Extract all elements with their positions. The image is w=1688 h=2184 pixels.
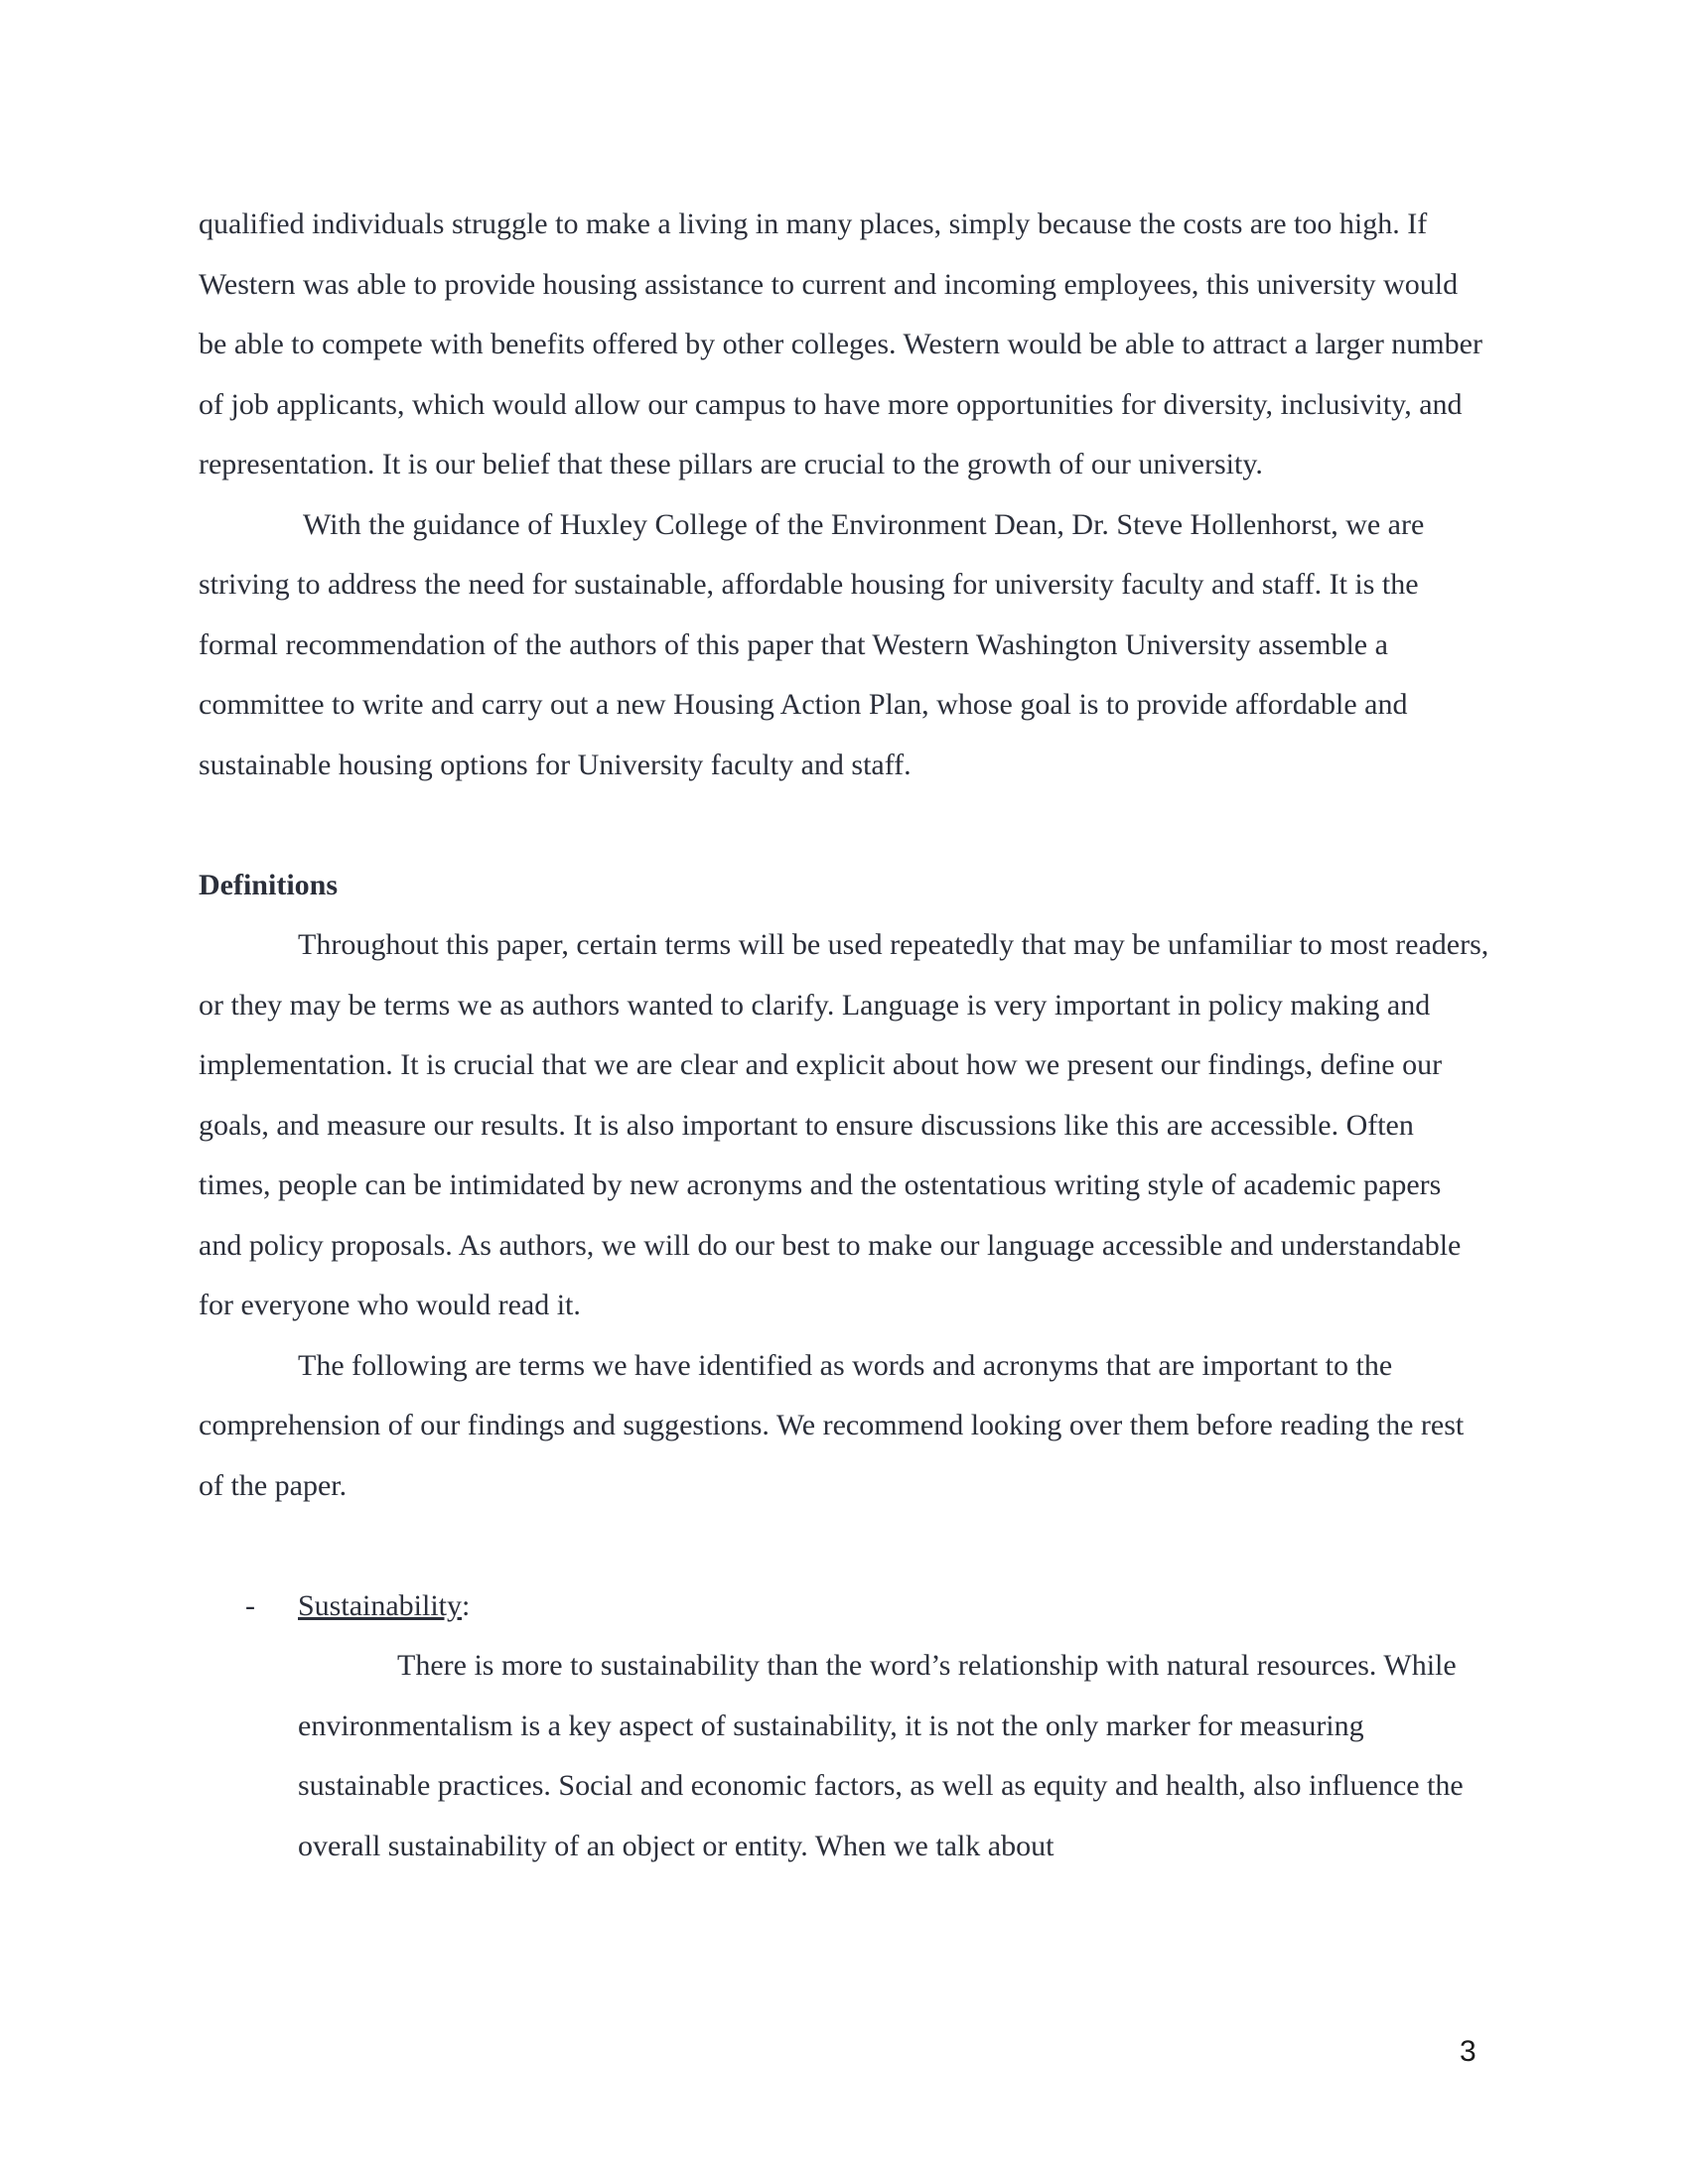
document-page — [199, 195, 1489, 1876]
section-gap — [199, 795, 1489, 856]
definition-term-colon: : — [462, 1588, 471, 1622]
body-paragraph-1: qualified individuals struggle to make a living in many places, simply because the costs are too high. If Western was able to provide housing assistance to current and incoming employees, this university would be able to compete with benefits offered by other colleges. Western would be able to attract a larger number of job applicants, which would allow our campus to have more opportunities for diversity, inclusivity, and representation. It is our belief that these pillars are crucial to the growth of our university. — [199, 207, 1482, 480]
definition-item-sustainability — [245, 1576, 1489, 1877]
page-number: 3 — [1460, 2035, 1477, 2068]
list-bullet: - — [245, 1588, 255, 1622]
list-gap — [199, 1516, 1489, 1576]
definition-term: Sustainability — [298, 1588, 462, 1622]
definitions-paragraph-1: Throughout this paper, certain terms will be used repeatedly that may be unfamiliar to most readers, or they may be terms we as authors wanted to clarify. Language is very important in policy making and implementation. It is crucial that we are clear and explicit about how we present our findings, define our goals, and measure our results. It is also important to ensure discussions like this are accessible. Often times, people can be intimidated by new acronyms and the ostentatious writing style of academic papers and policy proposals. As authors, we will do our best to make our language accessible and understandable for everyone who would read it. — [199, 928, 1489, 1321]
definition-text: There is more to sustainability than the word’s relationship with natural resources. While environmentalism is a key aspect of sustainability, it is not the only marker for measuring sustainable practices. Social and economic factors, as well as equity and health, also influence the overall sustainability of an object or entity. When we talk about — [298, 1649, 1464, 1862]
section-heading-definitions: Definitions — [199, 868, 339, 901]
body-paragraph-2: With the guidance of Huxley College of the Environment Dean, Dr. Steve Hollenhorst, we are striving to address the need for sustainable, affordable housing for university faculty and staff. It is the formal recommendation of the authors of this paper that Western Washington University assemble a committee to write and carry out a new Housing Action Plan, whose goal is to provide affordable and sustainable housing options for University faculty and staff. — [199, 507, 1425, 781]
definitions-paragraph-2: The following are terms we have identified as words and acronyms that are important to the comprehension of our findings and suggestions. We recommend looking over them before reading the rest of the paper. — [199, 1348, 1465, 1502]
definition-term-line — [298, 1576, 1489, 1637]
